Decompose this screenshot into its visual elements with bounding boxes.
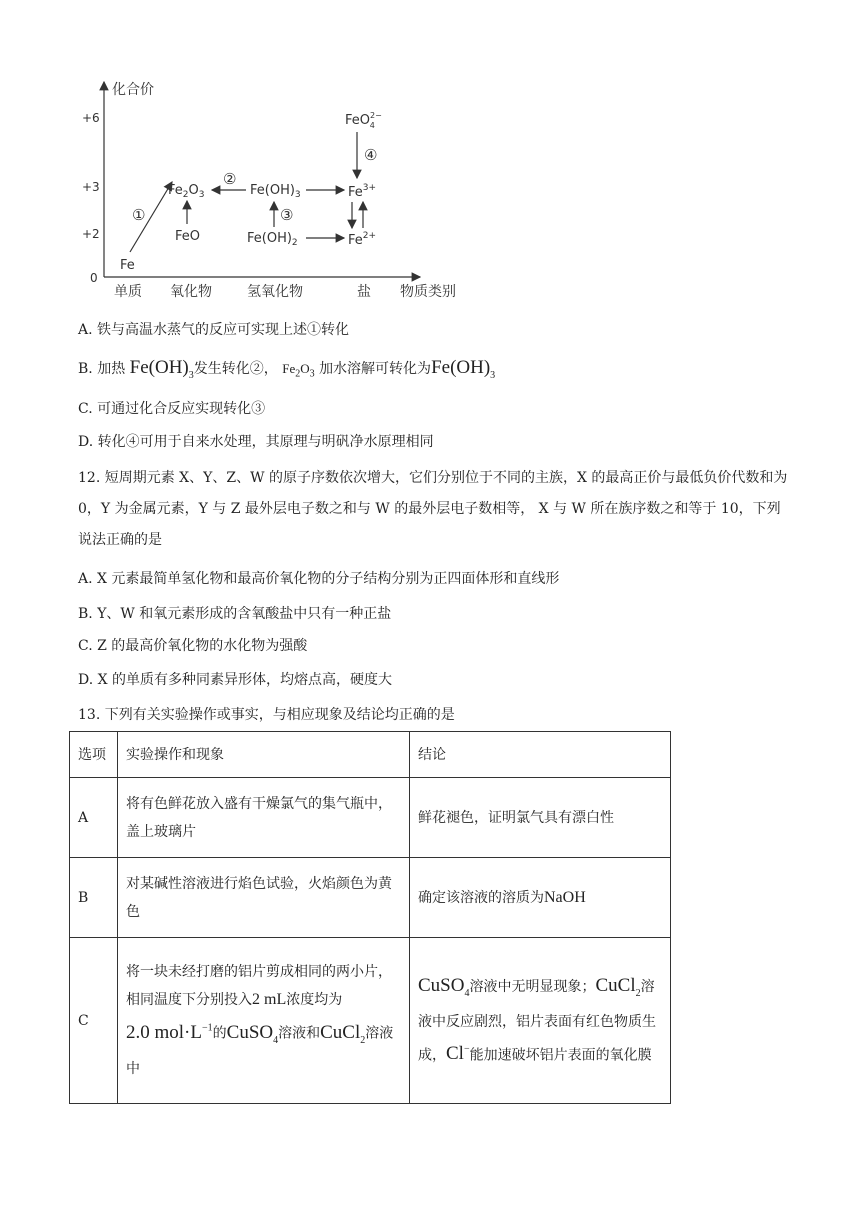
iron-valence-class-diagram [80, 72, 470, 307]
table-row [70, 778, 671, 858]
marker-3: ③ [280, 206, 294, 224]
row-c-conc-value: 2.0 mol·L [126, 1021, 202, 1043]
species-fe: Fe [120, 258, 135, 273]
marker-2: ② [223, 170, 237, 188]
y-tick-0: 0 [90, 271, 98, 285]
x-category-hydroxide: 氢氧化物 [247, 284, 303, 300]
row-c-option: C [70, 938, 118, 1104]
species-feo4: FeO$^{2-}$ 4 [345, 111, 382, 130]
formula-cucl2-2: CuCl$_2$ [595, 974, 641, 999]
row-b-operation: 对某碱性溶液进行焰色试验，火焰颜色为黄色 [118, 858, 410, 938]
species-feo: FeO [175, 229, 200, 244]
table-row [70, 858, 671, 938]
row-c-concl-text1: 溶液中无明显现象； [469, 978, 596, 995]
header-operation: 实验操作和现象 [118, 732, 410, 778]
row-b-concl-text: 确定该溶液的溶质为 [418, 889, 544, 906]
x-category-oxide: 氧化物 [170, 284, 212, 300]
formula-naoh: NaOH [544, 888, 586, 906]
experiment-table [69, 731, 671, 1104]
row-b-option: B [70, 858, 118, 938]
table-row [70, 938, 671, 1104]
row-c-op-text4: 溶液和 [278, 1025, 321, 1042]
q11-option-a: A. 铁与高温水蒸气的反应可实现上述①转化 [78, 322, 350, 338]
q12-option-a: A. X 元素最简单氢化物和最高价氧化物的分子结构分别为正四面体形和直线形 [78, 571, 560, 587]
row-a-option: A [70, 778, 118, 858]
row-c-operation [118, 938, 410, 1104]
y-tick-3: +3 [82, 180, 100, 194]
header-option: 选项 [70, 732, 118, 778]
row-c-concl-text3: 能加速破坏铝片表面的氧化膜 [469, 1047, 652, 1064]
row-c-op-text5: 溶液中 [126, 1025, 394, 1077]
row-c-conclusion [410, 938, 671, 1104]
header-conclusion: 结论 [410, 732, 671, 778]
q12-option-d: D. X 的单质有多种同素异形体，均熔点高，硬度大 [78, 672, 393, 688]
q12-option-b: B. Y、W 和氧元素形成的含氧酸盐中只有一种正盐 [78, 606, 392, 622]
formula-cuso4-2: CuSO$_4$ [418, 974, 470, 999]
q12-stem: 12. 短周期元素 X、Y、Z、W 的原子序数依次增大，它们分别位于不同的主族，X 的最高正价与最低负价代数和为 0，Y 为金属元素，Y 与 Z 最外层电子数之和与 W 的最外层电子数相等， X 与 W 所在族序数之和等于 10，下列说法正确的是 [78, 470, 788, 548]
marker-1: ① [132, 206, 146, 224]
row-c-concl-text2: 溶液中反应剧烈，铝片表面有红色物质生成， [418, 978, 656, 1064]
q12-option-c: C. Z 的最高价氧化物的水化物为强酸 [78, 638, 308, 654]
q11-b-prefix: B. 加热 [78, 361, 126, 377]
q11-option-d: D. 转化④可用于自来水处理，其原理与明矾净水原理相同 [78, 434, 434, 450]
formula-cucl2-1: CuCl$_2$ [320, 1021, 366, 1046]
q11-b-mid2: 加水溶解可转化为 [319, 361, 432, 377]
formula-fe2o3: $Fe_2O_3$ [282, 361, 315, 380]
q11-option-c: C. 可通过化合反应实现转化③ [78, 401, 266, 417]
row-a-operation: 将有色鲜花放入盛有干燥氯气的集气瓶中，盖上玻璃片 [118, 778, 410, 858]
formula-feoh3-1: $Fe(OH)_3$ [129, 357, 194, 381]
row-a-conclusion: 鲜花褪色，证明氯气具有漂白性 [410, 778, 671, 858]
species-feoh2: $Fe(OH)_2$ [247, 231, 298, 248]
table-header-row [70, 732, 671, 778]
row-b-conclusion [410, 858, 671, 938]
q11-option-b [78, 358, 495, 386]
y-tick-6: +6 [82, 111, 100, 125]
q13-stem: 13. 下列有关实验操作或事实，与相应现象及结论均正确的是 [78, 707, 455, 723]
row-c-concentration: 2.0 $mol\cdot L^{-1}$ [126, 1021, 213, 1043]
row-c-volume: 2 mL [252, 991, 287, 1009]
formula-feoh3-2: $Fe(OH)_3$ [431, 357, 496, 381]
row-c-op-text1: 将一块未经打磨的铝片剪成相同的两小片，相同温度下分别投入 [126, 964, 392, 1009]
species-fe2: $Fe^{2+}$ [348, 231, 377, 248]
row-c-op-text3: 的 [212, 1025, 227, 1042]
species-fe2o3: $Fe_2O_3$ [168, 183, 205, 200]
marker-4: ④ [364, 146, 378, 164]
diagram-svg [80, 72, 470, 307]
x-category-element: 单质 [114, 284, 142, 300]
q11-b-mid1: 发生转化②， [193, 361, 278, 377]
y-tick-2: +2 [82, 227, 100, 241]
x-axis-label: 物质类别 [400, 284, 456, 300]
row-c-op-text2: 浓度均为 [286, 992, 343, 1009]
formula-cuso4-1: CuSO$_4$ [226, 1021, 279, 1046]
species-fe3: $Fe^{3+}$ [348, 183, 377, 200]
y-axis-label: 化合价 [112, 82, 154, 98]
x-category-salt: 盐 [357, 284, 371, 300]
species-feoh3: $Fe(OH)_3$ [250, 183, 301, 200]
formula-cl-ion: Cl− [446, 1043, 470, 1065]
